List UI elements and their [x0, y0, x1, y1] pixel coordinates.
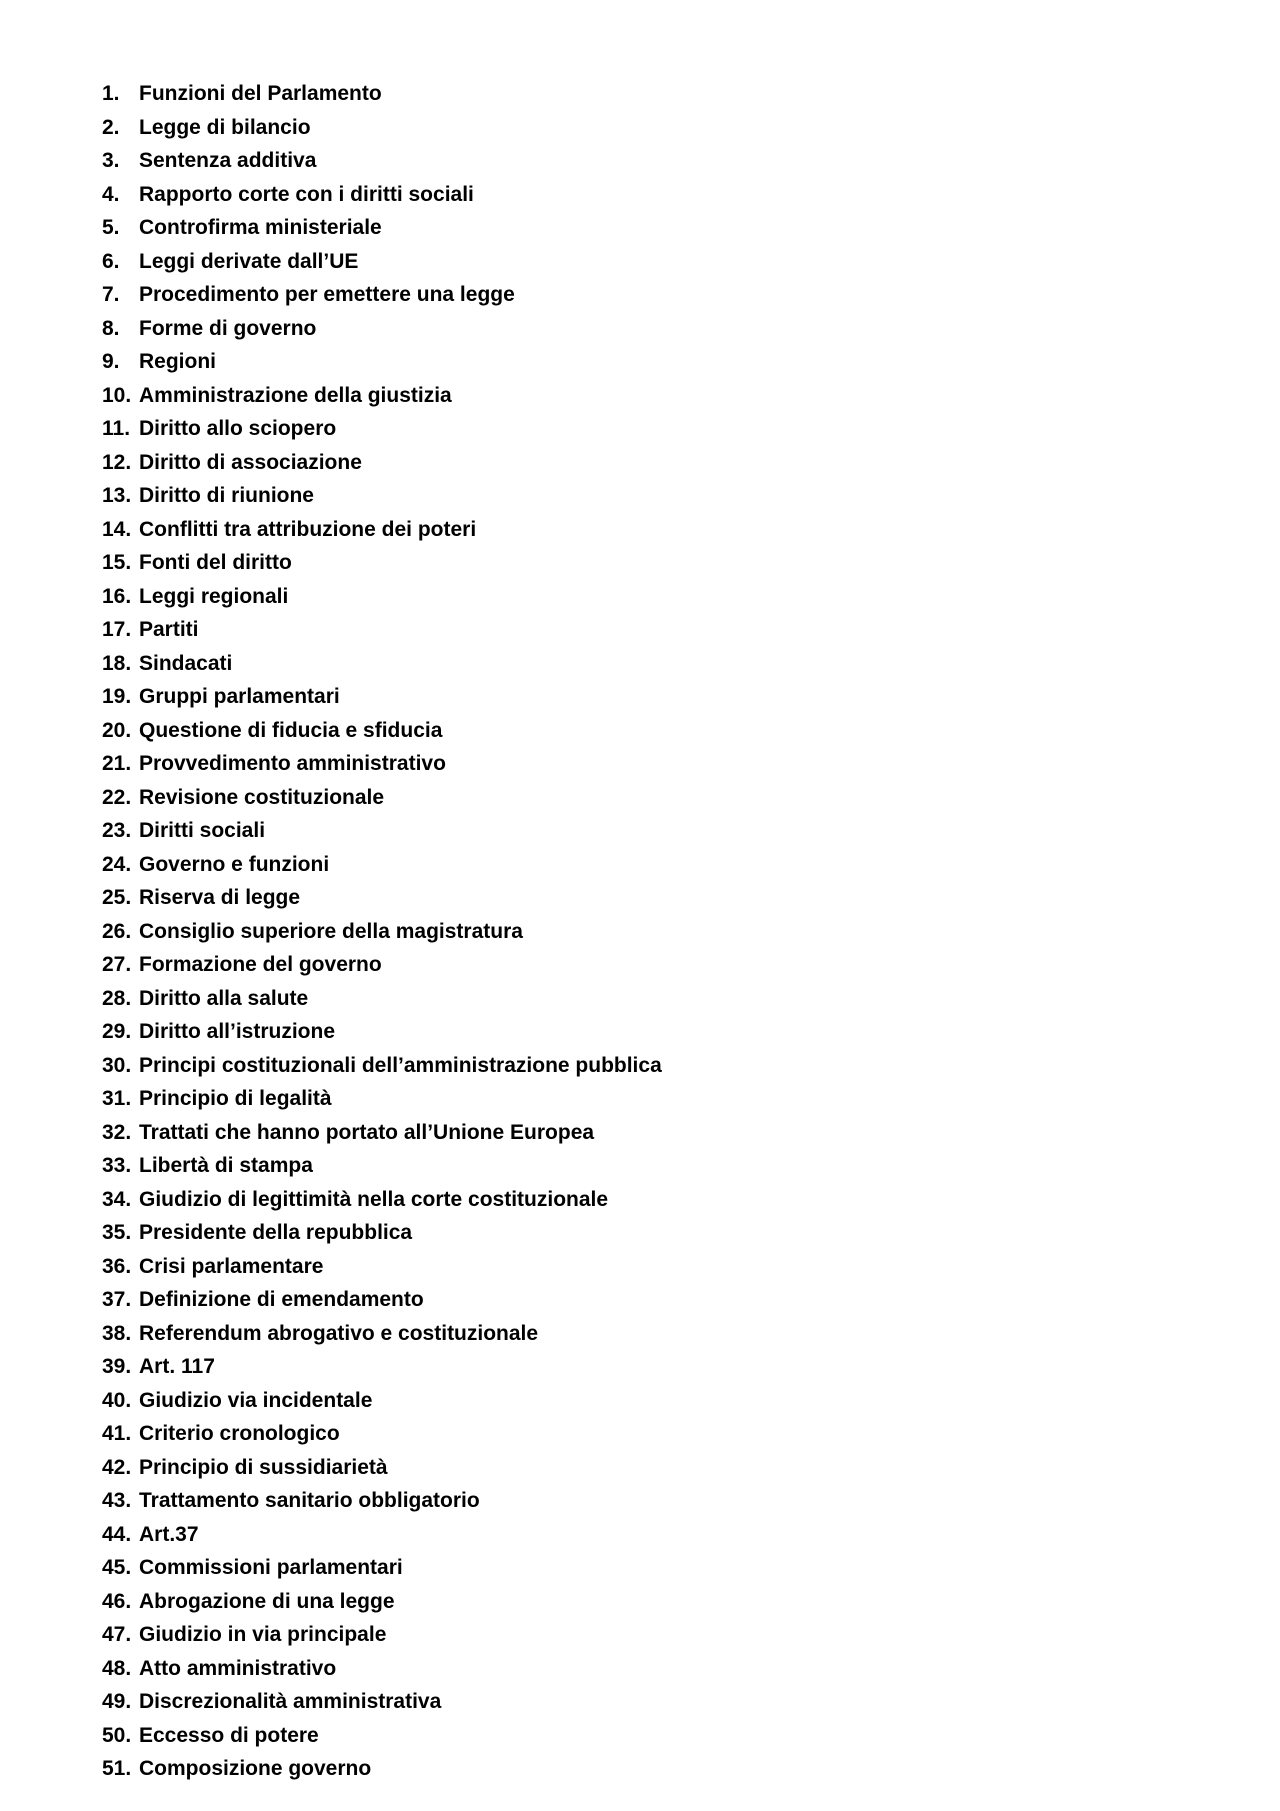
list-item-text: Procedimento per emettere una legge: [139, 283, 515, 306]
list-item-number: 5.: [102, 216, 120, 239]
list-item-text: Abrogazione di una legge: [139, 1589, 395, 1613]
list-item-number: 2.: [102, 115, 120, 139]
list-item-number: 28.: [102, 986, 132, 1010]
list-item-text: Commissioni parlamentari: [139, 1556, 403, 1579]
list-item-number: 3.: [102, 149, 120, 172]
list-item-text: Formazione del governo: [139, 953, 382, 976]
list-item-number: 34.: [102, 1187, 132, 1211]
list-item-number: 22.: [102, 785, 132, 809]
list-item-text: Principi costituzionali dell’amministrazione pubblica: [139, 1053, 662, 1077]
list-item-text: Principio di sussidiarietà: [139, 1455, 388, 1479]
list-item-text: Composizione governo: [139, 1757, 372, 1780]
list-item-text: Conflitti tra attribuzione dei poteri: [139, 517, 477, 541]
list-item-number: 25.: [102, 886, 132, 909]
list-item-number: 7.: [102, 283, 120, 306]
list-item-number: 30.: [102, 1053, 132, 1077]
list-item-text: Presidente della repubblica: [139, 1221, 413, 1244]
list-item-text: Regioni: [139, 350, 216, 373]
list-item-number: 29.: [102, 1020, 132, 1043]
list-item-text: Provvedimento amministrativo: [139, 752, 446, 775]
list-item-number: 8.: [102, 316, 120, 340]
list-item-number: 39.: [102, 1355, 132, 1378]
list-item-text: Art.37: [139, 1522, 199, 1546]
list-item-number: 31.: [102, 1087, 132, 1110]
list-item-number: 19.: [102, 685, 132, 708]
list-item-text: Partiti: [139, 618, 199, 641]
list-item-number: 21.: [102, 752, 132, 775]
list-item-text: Trattati che hanno portato all’Unione Europea: [139, 1120, 595, 1144]
list-item-number: 24.: [102, 852, 132, 876]
list-item-text: Referendum abrogativo e costituzionale: [139, 1321, 539, 1345]
list-item-number: 23.: [102, 819, 132, 842]
list-item-number: 51.: [102, 1757, 132, 1780]
list-item-text: Diritti sociali: [139, 819, 266, 842]
list-item-text: Fonti del diritto: [139, 551, 292, 574]
list-item-text: Sindacati: [139, 651, 233, 675]
list-item-number: 10.: [102, 383, 132, 407]
list-item-number: 17.: [102, 618, 132, 641]
list-item-text: Principio di legalità: [139, 1087, 332, 1110]
list-item-number: 36.: [102, 1254, 132, 1278]
list-item-number: 37.: [102, 1288, 132, 1311]
list-item-number: 43.: [102, 1489, 132, 1512]
list-item-text: Revisione costituzionale: [139, 785, 385, 809]
list-item-text: Art. 117: [139, 1355, 215, 1378]
list-item-number: 38.: [102, 1321, 132, 1345]
list-item-text: Libertà di stampa: [139, 1154, 313, 1177]
list-item-text: Definizione di emendamento: [139, 1288, 424, 1311]
list-item-text: Questione di fiducia e sfiducia: [139, 718, 443, 742]
list-item-text: Leggi derivate dall’UE: [139, 249, 359, 273]
list-item-text: Crisi parlamentare: [139, 1254, 324, 1278]
list-item-text: Diritto allo sciopero: [139, 417, 337, 440]
list-item-text: Rapporto corte con i diritti sociali: [139, 182, 474, 206]
list-item-number: 18.: [102, 651, 132, 675]
list-item-number: 32.: [102, 1120, 132, 1144]
list-item-number: 16.: [102, 584, 132, 608]
list-item-text: Consiglio superiore della magistratura: [139, 919, 523, 943]
list-item-number: 26.: [102, 919, 132, 943]
list-item-number: 15.: [102, 551, 132, 574]
list-item-number: 48.: [102, 1656, 132, 1680]
list-item-number: 46.: [102, 1589, 132, 1613]
list-item-number: 50.: [102, 1723, 132, 1747]
list-item-text: Diritto alla salute: [139, 986, 309, 1010]
list-item-text: Giudizio via incidentale: [139, 1388, 373, 1412]
list-item-number: 20.: [102, 718, 132, 742]
list-item-number: 44.: [102, 1522, 132, 1546]
list-item-number: 35.: [102, 1221, 132, 1244]
list-item-text: Governo e funzioni: [139, 852, 330, 876]
list-item-number: 41.: [102, 1422, 132, 1445]
list-item-number: 11.: [102, 417, 131, 440]
list-item-text: Discrezionalità amministrativa: [139, 1690, 442, 1713]
list-item-text: Trattamento sanitario obbligatorio: [139, 1489, 480, 1512]
list-item-number: 27.: [102, 953, 132, 976]
list-item-text: Diritto di riunione: [139, 484, 314, 507]
list-item-text: Gruppi parlamentari: [139, 685, 340, 708]
list-item-number: 47.: [102, 1623, 132, 1646]
list-item-text: Forme di governo: [139, 316, 317, 340]
list-item-text: Diritto all’istruzione: [139, 1020, 336, 1043]
list-item-number: 49.: [102, 1690, 132, 1713]
list-item-text: Criterio cronologico: [139, 1422, 340, 1445]
list-item-number: 12.: [102, 450, 132, 474]
list-item-text: Amministrazione della giustizia: [139, 383, 452, 407]
list-item-number: 13.: [102, 484, 132, 507]
list-item-number: 14.: [102, 517, 132, 541]
list-item-text: Sentenza additiva: [139, 149, 317, 172]
list-item-text: Giudizio in via principale: [139, 1623, 387, 1646]
list-item-number: 40.: [102, 1388, 132, 1412]
list-item-text: Controfirma ministeriale: [139, 216, 382, 239]
list-item-number: 9.: [102, 350, 120, 373]
list-item-number: 33.: [102, 1154, 132, 1177]
list-item-number: 42.: [102, 1455, 132, 1479]
list-item-number: 1.: [102, 82, 120, 105]
list-item-number: 6.: [102, 249, 120, 273]
list-item-text: Atto amministrativo: [139, 1656, 337, 1680]
list-item-text: Giudizio di legittimità nella corte costituzionale: [139, 1187, 609, 1211]
list-item-text: Funzioni del Parlamento: [139, 82, 382, 105]
list-item-number: 4.: [102, 182, 120, 206]
list-item-text: Diritto di associazione: [139, 450, 362, 474]
list-item-text: Legge di bilancio: [139, 115, 311, 139]
list-item-number: 45.: [102, 1556, 132, 1579]
list-item-text: Eccesso di potere: [139, 1723, 319, 1747]
list-item-text: Riserva di legge: [139, 886, 301, 909]
list-item-text: Leggi regionali: [139, 584, 289, 608]
